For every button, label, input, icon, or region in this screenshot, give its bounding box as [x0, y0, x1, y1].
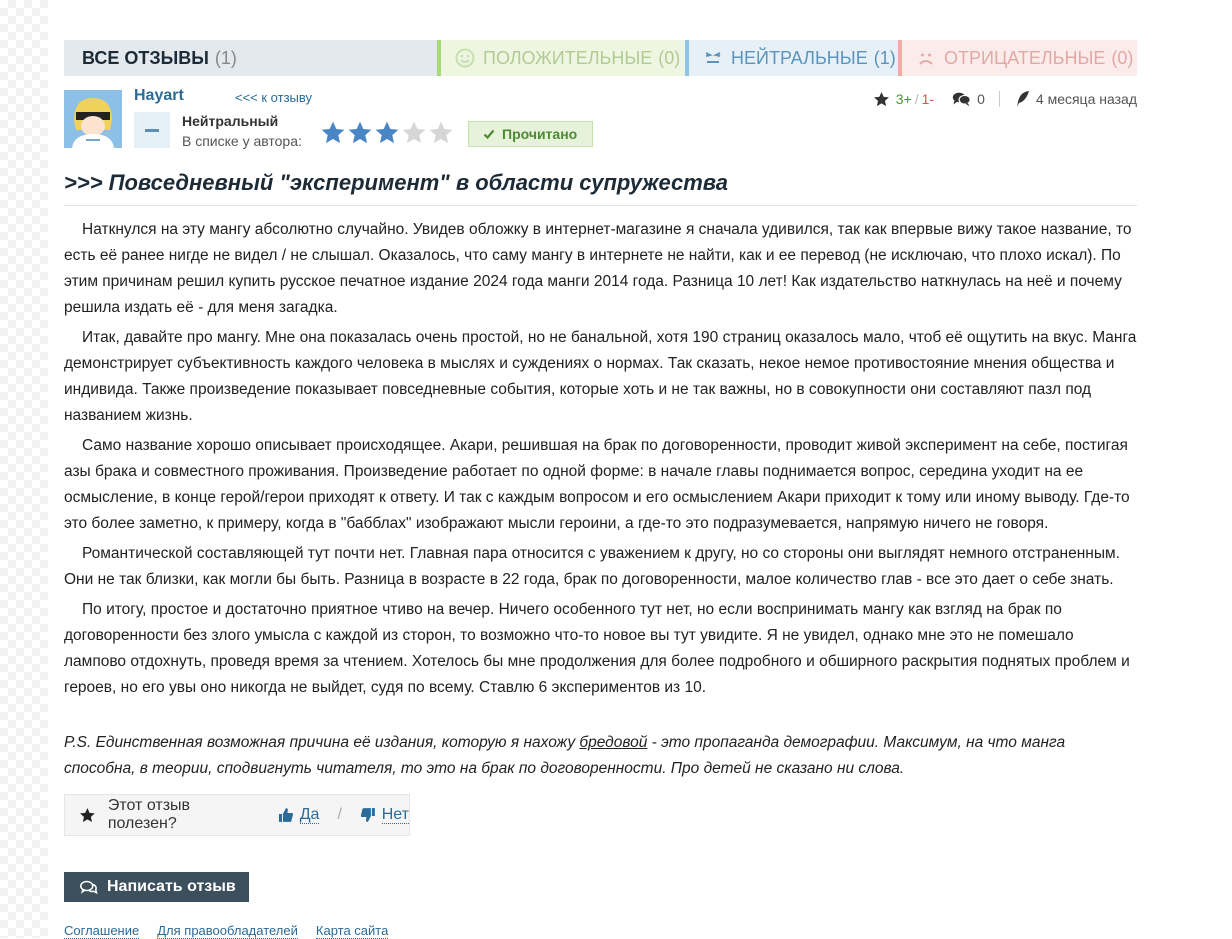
tab-positive-label: ПОЛОЖИТЕЛЬНЫЕ: [483, 47, 653, 68]
sad-face-icon: [916, 48, 936, 68]
neutral-rating-icon: [134, 112, 170, 148]
footer-links: [64, 923, 388, 939]
comments-icon: [80, 880, 98, 895]
tab-negative-label: ОТРИЦАТЕЛЬНЫЕ: [944, 47, 1106, 68]
ps-text-end: - это пропаганда демографии. Максимум, на что манга способна, в теории, сподвигнуть читателя, то это на брак по договоренности. Про детей не сказано ни слова.: [64, 734, 1066, 777]
tab-all-count: (1): [214, 47, 237, 68]
tab-all-label: ВСЕ ОТЗЫВЫ: [82, 47, 209, 68]
tab-all-reviews[interactable]: [64, 40, 437, 76]
footer-link-sitemap[interactable]: Карта сайта: [315, 923, 389, 938]
status-badge-label: Прочитано: [502, 126, 578, 142]
smile-icon: [455, 48, 475, 68]
useful-yes-link[interactable]: Да: [299, 806, 320, 823]
review-title: >>> Повседневный "эксперимент" в области супружества: [64, 170, 729, 195]
back-to-review-link[interactable]: <<< к отзыву: [235, 90, 313, 105]
star-icon: [873, 91, 890, 108]
review-paragraph: Итак, давайте про мангу. Мне она показалась очень простой, но не банальной, хотя 190 страниц оказалось мало, чтоб её ощутить на вкус. Манга демонстрирует субъективность каждого человека в мыслях и суждениях о нормах. Так сказать, некое немое противостояние мнения общества и индивида. Также произведение показывает повседневные события, которые хоть и не так важны, но в совокупности они составляют пазл под названием жизнь.: [64, 329, 1137, 424]
votes-plus: 3+: [895, 91, 912, 107]
left-background-pattern: [0, 0, 48, 938]
footer-link-rightholders[interactable]: Для правообладателей: [157, 923, 298, 938]
meta-divider: [999, 91, 1000, 107]
review-filter-tabs: [64, 40, 1137, 76]
username-link[interactable]: Hayart: [134, 87, 184, 104]
quill-icon: [1014, 90, 1030, 108]
neutral-face-icon: [703, 48, 723, 68]
review-body: [64, 217, 1137, 705]
useful-question: Этот отзыв полезен?: [107, 797, 191, 832]
star-empty-icon: [428, 120, 454, 146]
star-icon: [79, 807, 96, 824]
status-badge: [468, 121, 593, 147]
star-filled-icon: [347, 120, 373, 146]
review-paragraph: По итогу, простое и достаточно приятное чтиво на вечер. Ничего особенного тут нет, но если воспринимать мангу как взгляд на брак по договоренности без злого умысла с каждой из сторон, то возможно что-то новое вы тут увидите. Я не увидел, однако мне это не помешало лампово отдохнуть, проведя время за чтением. Хотелось бы мне продолжения для более подробного и обширного раскрытия поднятых проблем и героев, но его увы оно никогда не выйдет, судя по всему. Ставлю 6 экспериментов из 10.: [64, 601, 1130, 696]
star-filled-icon: [320, 120, 346, 146]
tab-neutral[interactable]: [685, 40, 898, 76]
title-divider: [64, 205, 1137, 206]
useful-no-link[interactable]: Нет: [381, 806, 409, 823]
user-avatar[interactable]: [64, 90, 122, 148]
useful-separator: /: [337, 806, 342, 823]
tab-neutral-label: НЕЙТРАЛЬНЫЕ: [731, 47, 868, 68]
comments-count[interactable]: 0: [977, 91, 985, 107]
tab-negative-count: (0): [1111, 47, 1134, 68]
in-list-label: В списке у автора:: [182, 133, 302, 149]
time-ago: 4 месяца назад: [1035, 91, 1137, 107]
review-paragraph: Наткнулся на эту мангу абсолютно случайно. Увидев обложку в интернет-магазине я сначала удивился, так как впервые вижу такое название, то есть её ранее нигде не видел / не слышал. Оказалось, что саму мангу в интернете не найти, как и ее перевод (не исключаю, что плохо искал). По этим причинам решил купить русское печатное издание 2024 года манги 2014 года. Разница 10 лет! Как издательство наткнулась на неё и почему решила издать её - для меня загадка.: [64, 221, 1132, 316]
ps-underlined-word: бредовой: [579, 734, 648, 751]
thumbs-up-icon: [278, 807, 294, 823]
star-empty-icon: [401, 120, 427, 146]
ps-text-start: P.S. Единственная возможная причина её издания, которую я нахожу: [64, 734, 580, 751]
tab-neutral-count: (1): [873, 47, 896, 68]
comments-icon: [952, 91, 971, 107]
review-paragraph: Само название хорошо описывает происходящее. Акари, решившая на брак по договоренности, проводит живой эксперимент на себе, постигая азы брака и совместного проживания. Произведение работает по одной форме: в начале главы поднимается вопрос, середина уходит на ее осмысление, в конце герой/герои приходят к ответу. И так с каждым вопросом и его осмыслением Акари приходит к тому или иному выводу. Где-то это более заметно, к примеру, когда в "бабблах" изображают мысли героини, а где-то это подразумевается, напрямую ничего не говоря.: [64, 437, 1130, 532]
review-paragraph: Романтической составляющей тут почти нет. Главная пара относится с уважением к другу, но со стороны они выглядят немного отстраненным. Они не так близки, как могли бы быть. Разница в возрасте в 22 года, брак по договоренности, малое количество глав - все это дает о себе знать.: [64, 545, 1120, 588]
review-meta: [873, 88, 1137, 110]
user-star-rating: [320, 120, 454, 146]
tab-positive[interactable]: [437, 40, 685, 76]
tab-positive-count: (0): [658, 47, 681, 68]
write-review-label: Написать отзыв: [107, 878, 236, 895]
footer-link-agreement[interactable]: Соглашение: [64, 923, 140, 938]
votes-minus: 1-: [921, 91, 935, 107]
votes-separator: /: [914, 91, 919, 107]
check-icon: [483, 128, 495, 140]
tab-negative[interactable]: [898, 40, 1137, 76]
review-postscript: [64, 730, 1137, 782]
star-filled-icon: [374, 120, 400, 146]
thumbs-down-icon: [360, 807, 376, 823]
avatar-image: [64, 90, 122, 148]
write-review-button[interactable]: [64, 872, 249, 902]
rating-type-label: Нейтральный: [182, 113, 279, 129]
useful-vote-box: [64, 794, 410, 836]
